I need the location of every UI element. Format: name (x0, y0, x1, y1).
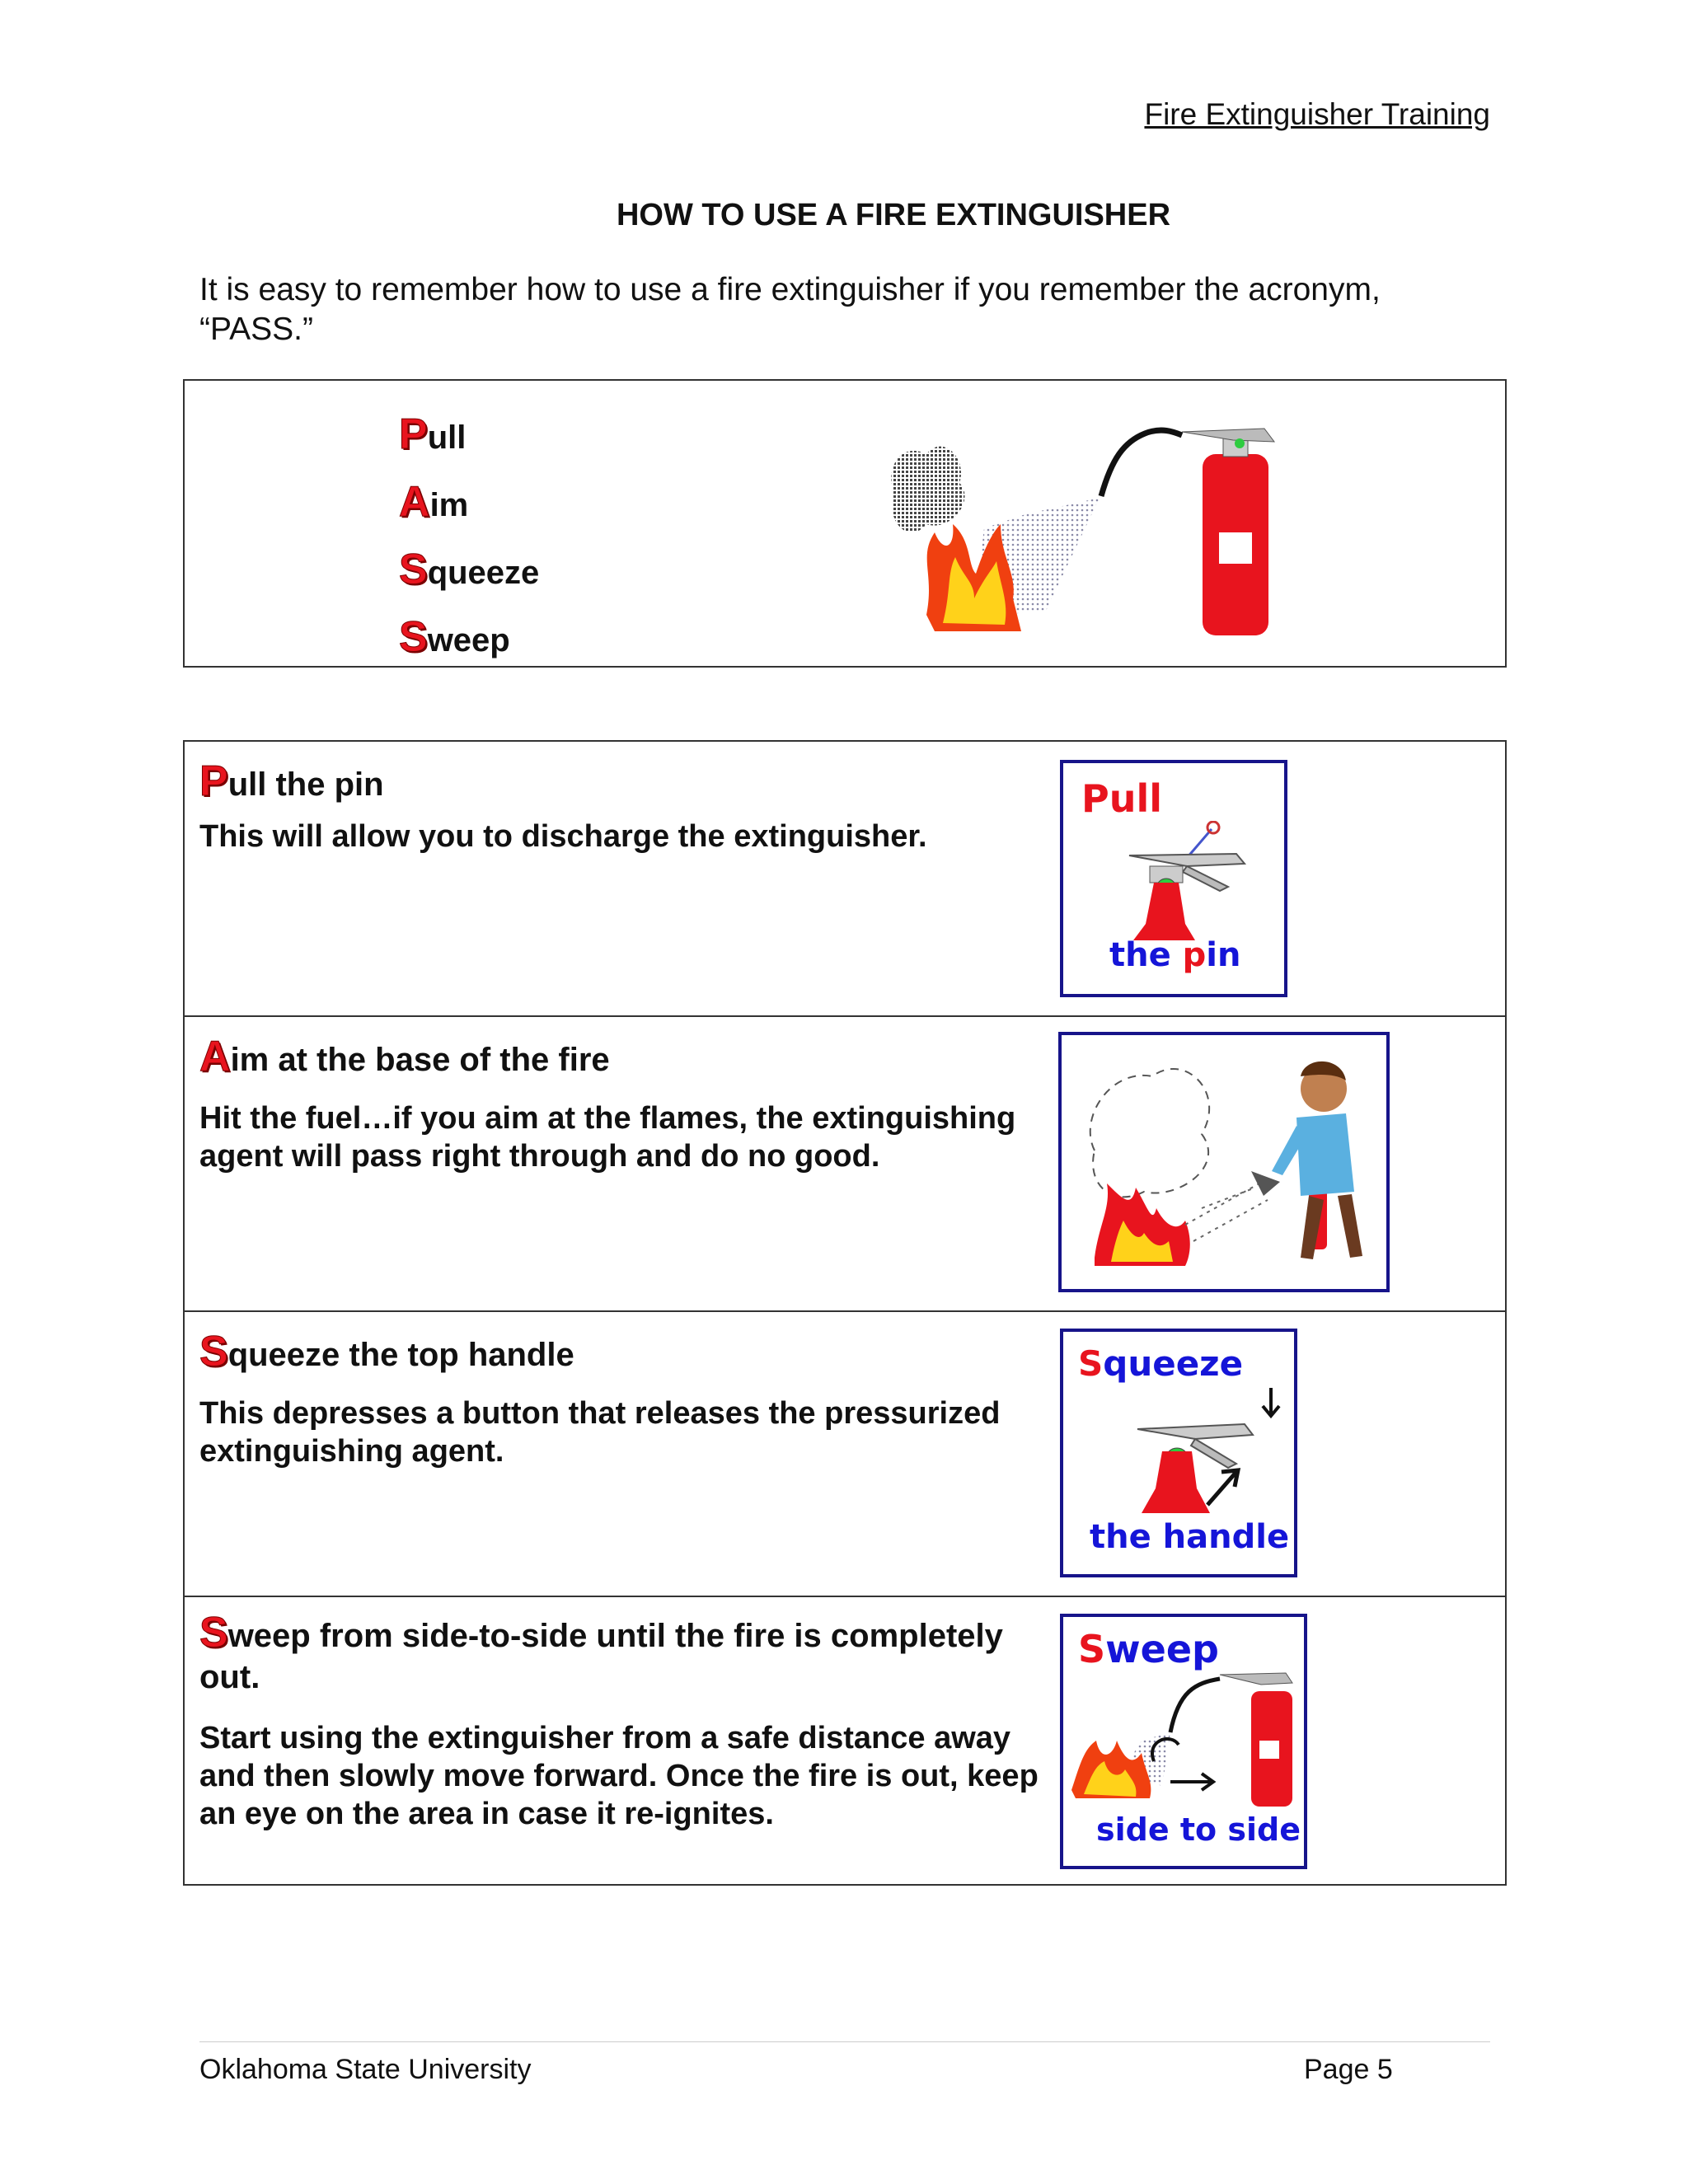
img-top-label: Sweep (1078, 1627, 1219, 1671)
acronym-letter: P (399, 410, 428, 458)
extinguisher-pin-icon (1113, 821, 1253, 944)
step-description: This depresses a button that releases the pressurized extinguishing agent. (199, 1396, 1001, 1469)
step-heading (199, 1609, 1048, 1698)
step-letter: A (199, 1033, 231, 1080)
acronym-rest: ull (427, 419, 467, 456)
person-aiming-extinguisher-icon (1062, 1035, 1386, 1289)
step-description: This will allow you to discharge the extinguisher. (199, 819, 927, 854)
step-heading (199, 1032, 610, 1081)
step-heading-text: ull the pin (227, 766, 384, 803)
acronym-rest: im (429, 487, 469, 523)
acronym-list (399, 401, 539, 671)
step-letter: P (199, 757, 228, 805)
step-letter: S (199, 1328, 228, 1376)
pass-acronym-box (183, 379, 1507, 668)
squeeze-handle-illustration (1060, 1329, 1297, 1577)
step-heading-text: im at the base of the fire (230, 1042, 610, 1078)
intro-paragraph: It is easy to remember how to use a fire extinguisher if you remember the acronym, “PASS.” (199, 272, 1381, 347)
step-heading-text: weep from side-to-side until the fire is completely out. (199, 1618, 1003, 1695)
step-letter: S (199, 1609, 228, 1657)
acronym-letter: A (399, 478, 430, 526)
footer-page-number: Page 5 (1304, 2054, 1393, 2085)
img-top-label: Squeeze (1078, 1343, 1244, 1384)
step-row-aim (185, 1017, 1505, 1312)
extinguisher-spraying-fire-illustration (877, 409, 1454, 648)
footer-organization: Oklahoma State University (199, 2054, 532, 2085)
acronym-letter: S (399, 546, 428, 593)
acronym-letter: S (399, 613, 428, 661)
page-title: HOW TO USE A FIRE EXTINGUISHER (616, 198, 1171, 232)
step-heading (199, 757, 384, 806)
step-row-sweep (185, 1597, 1505, 1887)
pass-steps-table (183, 740, 1507, 1886)
step-row-squeeze (185, 1312, 1505, 1597)
acronym-item-aim (399, 468, 539, 536)
img-bottom-label: the pin (1109, 936, 1241, 974)
pull-the-pin-illustration (1060, 760, 1287, 997)
img-bottom-label: the handle (1090, 1518, 1290, 1556)
sweep-extinguisher-icon (1063, 1650, 1304, 1815)
acronym-rest: weep (427, 622, 510, 658)
step-row-pull (185, 742, 1505, 1017)
acronym-item-pull (399, 401, 539, 468)
acronym-item-sweep (399, 603, 539, 671)
aim-at-base-illustration (1058, 1032, 1390, 1292)
img-bottom-label: side to side (1096, 1811, 1301, 1848)
step-description: Start using the extinguisher from a safe distance away and then slowly move forward. Once the fire is out, keep an eye on the area in case it re-ignites. (199, 1721, 1039, 1831)
running-header: Fire Extinguisher Training (1144, 97, 1490, 131)
sweep-side-to-side-illustration (1060, 1614, 1307, 1869)
squeeze-handle-icon (1129, 1381, 1286, 1521)
img-top-label: Pull (1081, 776, 1163, 821)
acronym-item-squeeze (399, 536, 539, 603)
step-heading-text: queeze the top handle (227, 1337, 574, 1373)
acronym-rest: queeze (427, 555, 540, 591)
step-heading (199, 1327, 574, 1376)
footer-divider (199, 2041, 1490, 2042)
step-description: Hit the fuel…if you aim at the flames, the extinguishing agent will pass right through and do no good. (199, 1101, 1016, 1174)
